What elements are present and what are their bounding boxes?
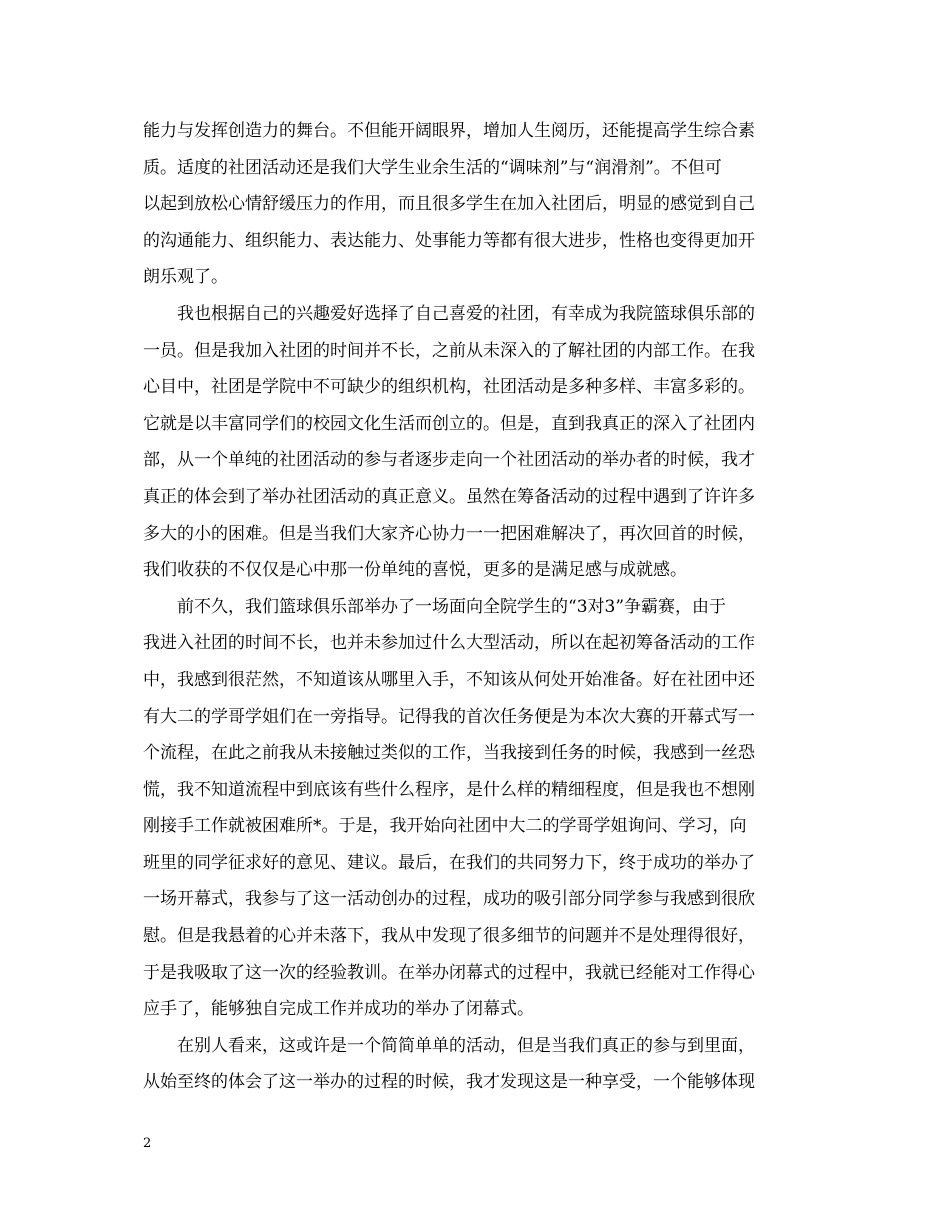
text-line: 以起到放松心情舒缓压力的作用，而且很多学生在加入社团后，明显的感觉到自己 (143, 194, 755, 215)
text-line: 前不久，我们篮球俱乐部举办了一场面向全院学生的“3对3”争霸赛，由于 (143, 596, 727, 617)
text-line: 能力与发挥创造力的舞台。不但能开阔眼界，增加人生阅历，还能提高学生综合素 (143, 121, 755, 141)
text-line: 慰。但是我悬着的心并未落下，我从中发现了很多细节的问题并不是处理得很好， (143, 926, 755, 947)
text-line: 我进入社团的时间不长，也并未参加过什么大型活动，所以在起初筹备活动的工作 (143, 633, 755, 654)
text-line: 一场开幕式，我参与了这一活动创办的过程，成功的吸引部分同学参与我感到很欣 (143, 889, 755, 910)
text-line: 我们收获的不仅仅是心中那一份单纯的喜悦，更多的是满足感与成就感。 (143, 560, 687, 581)
text-line: 刚接手工作就被困难所*。于是，我开始向社团中大二的学哥学姐询问、学习，向 (143, 816, 747, 837)
text-line: 慌，我不知道流程中到底该有些什么程序，是什么样的精细程度，但是我也不想刚 (143, 779, 755, 800)
text-line: 一员。但是我加入社团的时间并不长，之前从未深入的了解社团的内部工作。在我 (143, 340, 755, 361)
text-line: 它就是以丰富同学们的校园文化生活而创立的。但是，直到我真正的深入了社团内 (143, 413, 755, 434)
text-line: 真正的体会到了举办社团活动的真正意义。虽然在筹备活动的过程中遇到了许许多 (143, 486, 755, 507)
text-line: 我也根据自己的兴趣爱好选择了自己喜爱的社团，有幸成为我院篮球俱乐部的 (143, 303, 755, 324)
text-line: 部，从一个单纯的社团活动的参与者逐步走向一个社团活动的举办者的时候，我才 (143, 450, 755, 471)
body-text (143, 113, 808, 1101)
page-number: 2 (143, 1136, 152, 1151)
text-line: 在别人看来，这或许是一个简简单单的活动，但是当我们真正的参与到里面， (143, 1035, 755, 1056)
text-line: 质。适度的社团活动还是我们大学生业余生活的“调味剂”与“润滑剂”。不但可 (143, 157, 722, 178)
text-line: 有大二的学哥学姐们在一旁指导。记得我的首次任务便是为本次大赛的开幕式写一 (143, 706, 755, 727)
text-line: 于是我吸取了这一次的经验教训。在举办闭幕式的过程中，我就已经能对工作得心 (143, 962, 755, 983)
text-line: 心目中，社团是学院中不可缺少的组织机构，社团活动是多种多样、丰富多彩的。 (143, 377, 755, 398)
text-line: 从始至终的体会了这一举办的过程的时候，我才发现这是一种享受，一个能够体现 (143, 1072, 755, 1093)
text-line: 班里的同学征求好的意见、建议。最后，在我们的共同努力下，终于成功的举办了 (143, 852, 755, 873)
text-line: 中，我感到很茫然，不知道该从哪里入手，不知该从何处开始准备。好在社团中还 (143, 669, 755, 690)
text-line: 应手了，能够独自完成工作并成功的举办了闭幕式。 (143, 999, 534, 1020)
text-line: 的沟通能力、组织能力、表达能力、处事能力等都有很大进步，性格也变得更加开 (143, 230, 755, 251)
text-line: 个流程，在此之前我从未接触过类似的工作，当我接到任务的时候，我感到一丝恐 (143, 743, 755, 764)
text-line: 多大的小的困难。但是当我们大家齐心协力一一把困难解决了，再次回首的时候， (143, 523, 755, 544)
text-line: 朗乐观了。 (143, 267, 228, 288)
